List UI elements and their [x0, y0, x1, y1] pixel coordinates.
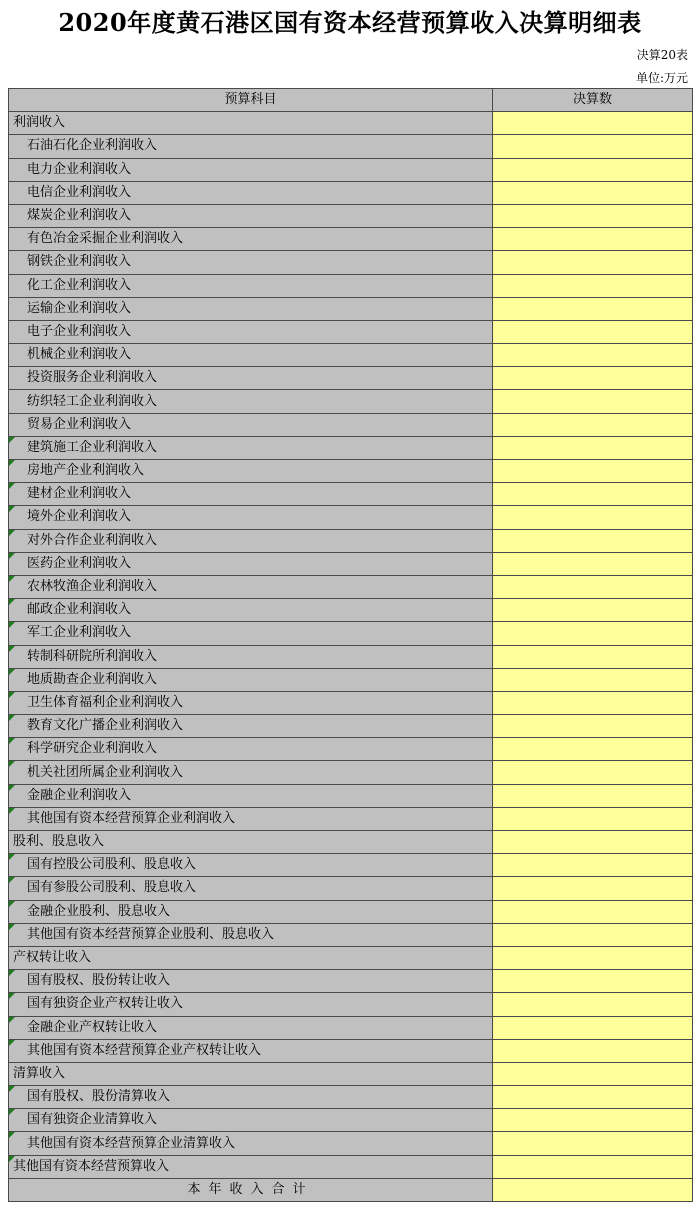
budget-item-label[interactable]: 电信企业利润收入 [9, 181, 493, 204]
table-row [9, 1086, 693, 1109]
amount-cell[interactable] [493, 112, 693, 135]
budget-item-label[interactable]: 其他国有资本经营预算企业股利、股息收入 [9, 923, 493, 946]
header-row [9, 89, 693, 112]
amount-cell[interactable] [493, 158, 693, 181]
amount-cell[interactable] [493, 413, 693, 436]
amount-cell[interactable] [493, 1132, 693, 1155]
budget-item-label[interactable]: 纺织轻工企业利润收入 [9, 390, 493, 413]
budget-item-label[interactable]: 其他国有资本经营预算企业清算收入 [9, 1132, 493, 1155]
table-row [9, 274, 693, 297]
table-row [9, 900, 693, 923]
budget-item-label[interactable]: 国有控股公司股利、股息收入 [9, 854, 493, 877]
table-row [9, 668, 693, 691]
budget-item-label[interactable]: 金融企业产权转让收入 [9, 1016, 493, 1039]
table-row [9, 738, 693, 761]
amount-cell[interactable] [493, 738, 693, 761]
amount-cell[interactable] [493, 1016, 693, 1039]
amount-cell[interactable] [493, 668, 693, 691]
table-row [9, 1062, 693, 1085]
table-row [9, 946, 693, 969]
budget-item-label[interactable]: 机械企业利润收入 [9, 344, 493, 367]
amount-cell[interactable] [493, 923, 693, 946]
budget-item-label[interactable]: 其他国有资本经营预算收入 [9, 1155, 493, 1178]
budget-item-label[interactable]: 运输企业利润收入 [9, 297, 493, 320]
page-title: 2020年度黄石港区国有资本经营预算收入决算明细表 [58, 8, 642, 37]
amount-cell[interactable] [493, 575, 693, 598]
budget-item-label[interactable]: 转制科研院所利润收入 [9, 645, 493, 668]
budget-item-label[interactable]: 房地产企业利润收入 [9, 460, 493, 483]
table-row [9, 228, 693, 251]
amount-cell[interactable] [493, 900, 693, 923]
table-row [9, 320, 693, 343]
amount-cell[interactable] [493, 1155, 693, 1178]
amount-cell[interactable] [493, 251, 693, 274]
amount-cell[interactable] [493, 135, 693, 158]
table-row [9, 158, 693, 181]
amount-cell[interactable] [493, 274, 693, 297]
amount-cell[interactable] [493, 993, 693, 1016]
table-row [9, 715, 693, 738]
table-row [9, 807, 693, 830]
table-row [9, 251, 693, 274]
budget-item-label[interactable]: 医药企业利润收入 [9, 552, 493, 575]
budget-item-label[interactable]: 农林牧渔企业利润收入 [9, 575, 493, 598]
table-row [9, 877, 693, 900]
table-row [9, 204, 693, 227]
table-row [9, 831, 693, 854]
amount-cell[interactable] [493, 529, 693, 552]
amount-cell[interactable] [493, 436, 693, 459]
table-row [9, 1109, 693, 1132]
table-row [9, 691, 693, 714]
table-row [9, 460, 693, 483]
budget-table [8, 88, 693, 1202]
amount-cell[interactable] [493, 645, 693, 668]
table-row [9, 390, 693, 413]
amount-cell[interactable] [493, 1086, 693, 1109]
amount-cell[interactable] [493, 390, 693, 413]
table-row [9, 970, 693, 993]
budget-item-label[interactable]: 境外企业利润收入 [9, 506, 493, 529]
amount-cell[interactable] [493, 761, 693, 784]
amount-cell[interactable] [493, 204, 693, 227]
table-row [9, 552, 693, 575]
amount-cell[interactable] [493, 715, 693, 738]
budget-item-label[interactable]: 对外合作企业利润收入 [9, 529, 493, 552]
table-row [9, 135, 693, 158]
table-row [9, 622, 693, 645]
table-row [9, 784, 693, 807]
budget-item-label[interactable]: 国有股权、股份清算收入 [9, 1086, 493, 1109]
total-amount-cell[interactable] [493, 1178, 693, 1201]
budget-item-label[interactable]: 金融企业股利、股息收入 [9, 900, 493, 923]
table-row [9, 506, 693, 529]
table-row [9, 297, 693, 320]
budget-item-label[interactable]: 邮政企业利润收入 [9, 599, 493, 622]
table-row [9, 1178, 693, 1201]
budget-item-label[interactable]: 金融企业利润收入 [9, 784, 493, 807]
table-row [9, 1155, 693, 1178]
budget-item-label[interactable]: 煤炭企业利润收入 [9, 204, 493, 227]
budget-item-label[interactable]: 其他国有资本经营预算企业利润收入 [9, 807, 493, 830]
amount-cell[interactable] [493, 367, 693, 390]
table-row [9, 413, 693, 436]
amount-cell[interactable] [493, 460, 693, 483]
table-row [9, 1039, 693, 1062]
budget-item-label[interactable]: 军工企业利润收入 [9, 622, 493, 645]
table-row [9, 1132, 693, 1155]
amount-cell[interactable] [493, 622, 693, 645]
unit-label: 单位:万元 [635, 71, 688, 85]
budget-item-label[interactable]: 卫生体育福利企业利润收入 [9, 691, 493, 714]
budget-item-label[interactable]: 股利、股息收入 [9, 831, 493, 854]
table-row [9, 645, 693, 668]
budget-item-label[interactable]: 钢铁企业利润收入 [9, 251, 493, 274]
budget-item-label[interactable]: 产权转让收入 [9, 946, 493, 969]
amount-cell[interactable] [493, 506, 693, 529]
amount-cell[interactable] [493, 877, 693, 900]
table-row [9, 112, 693, 135]
table-row [9, 761, 693, 784]
table-row [9, 854, 693, 877]
table-code: 决算20表 [636, 48, 688, 62]
amount-cell[interactable] [493, 1109, 693, 1132]
amount-cell[interactable] [493, 1062, 693, 1085]
budget-item-label[interactable]: 教育文化广播企业利润收入 [9, 715, 493, 738]
budget-item-label[interactable]: 化工企业利润收入 [9, 274, 493, 297]
budget-item-label[interactable]: 建筑施工企业利润收入 [9, 436, 493, 459]
table-row [9, 599, 693, 622]
table-row [9, 367, 693, 390]
budget-item-label[interactable]: 地质勘查企业利润收入 [9, 668, 493, 691]
budget-item-label[interactable]: 建材企业利润收入 [9, 483, 493, 506]
budget-item-label[interactable]: 有色冶金采掘企业利润收入 [9, 228, 493, 251]
amount-cell[interactable] [493, 854, 693, 877]
budget-item-label[interactable]: 电力企业利润收入 [9, 158, 493, 181]
budget-item-label[interactable]: 国有参股公司股利、股息收入 [9, 877, 493, 900]
budget-item-label[interactable]: 机关社团所属企业利润收入 [9, 761, 493, 784]
table-row [9, 529, 693, 552]
budget-item-label[interactable]: 其他国有资本经营预算企业产权转让收入 [9, 1039, 493, 1062]
budget-item-label[interactable]: 国有独资企业产权转让收入 [9, 993, 493, 1016]
amount-cell[interactable] [493, 1039, 693, 1062]
budget-item-label[interactable]: 电子企业利润收入 [9, 320, 493, 343]
table-row [9, 436, 693, 459]
amount-cell[interactable] [493, 970, 693, 993]
amount-cell[interactable] [493, 297, 693, 320]
amount-cell[interactable] [493, 552, 693, 575]
budget-item-label[interactable]: 国有股权、股份转让收入 [9, 970, 493, 993]
amount-cell[interactable] [493, 807, 693, 830]
amount-cell[interactable] [493, 344, 693, 367]
table-row [9, 483, 693, 506]
amount-cell[interactable] [493, 228, 693, 251]
amount-cell[interactable] [493, 784, 693, 807]
budget-item-label[interactable]: 清算收入 [9, 1062, 493, 1085]
table-row [9, 923, 693, 946]
budget-item-label[interactable]: 投资服务企业利润收入 [9, 367, 493, 390]
amount-cell[interactable] [493, 691, 693, 714]
amount-cell[interactable] [493, 831, 693, 854]
amount-cell[interactable] [493, 320, 693, 343]
budget-item-label[interactable]: 利润收入 [9, 112, 493, 135]
table-header [9, 89, 693, 112]
amount-cell[interactable] [493, 599, 693, 622]
amount-cell[interactable] [493, 483, 693, 506]
amount-cell[interactable] [493, 946, 693, 969]
budget-item-label[interactable]: 贸易企业利润收入 [9, 413, 493, 436]
table-row [9, 181, 693, 204]
table-row [9, 993, 693, 1016]
amount-cell[interactable] [493, 181, 693, 204]
budget-item-label[interactable]: 科学研究企业利润收入 [9, 738, 493, 761]
table-row [9, 344, 693, 367]
column-header-amount: 决算数 [493, 89, 693, 112]
table-body [9, 112, 693, 1202]
total-label[interactable]: 本年收入合计 [9, 1178, 493, 1201]
table-row [9, 575, 693, 598]
budget-item-label[interactable]: 国有独资企业清算收入 [9, 1109, 493, 1132]
column-header-item: 预算科目 [9, 89, 493, 112]
budget-item-label[interactable]: 石油石化企业利润收入 [9, 135, 493, 158]
table-row [9, 1016, 693, 1039]
